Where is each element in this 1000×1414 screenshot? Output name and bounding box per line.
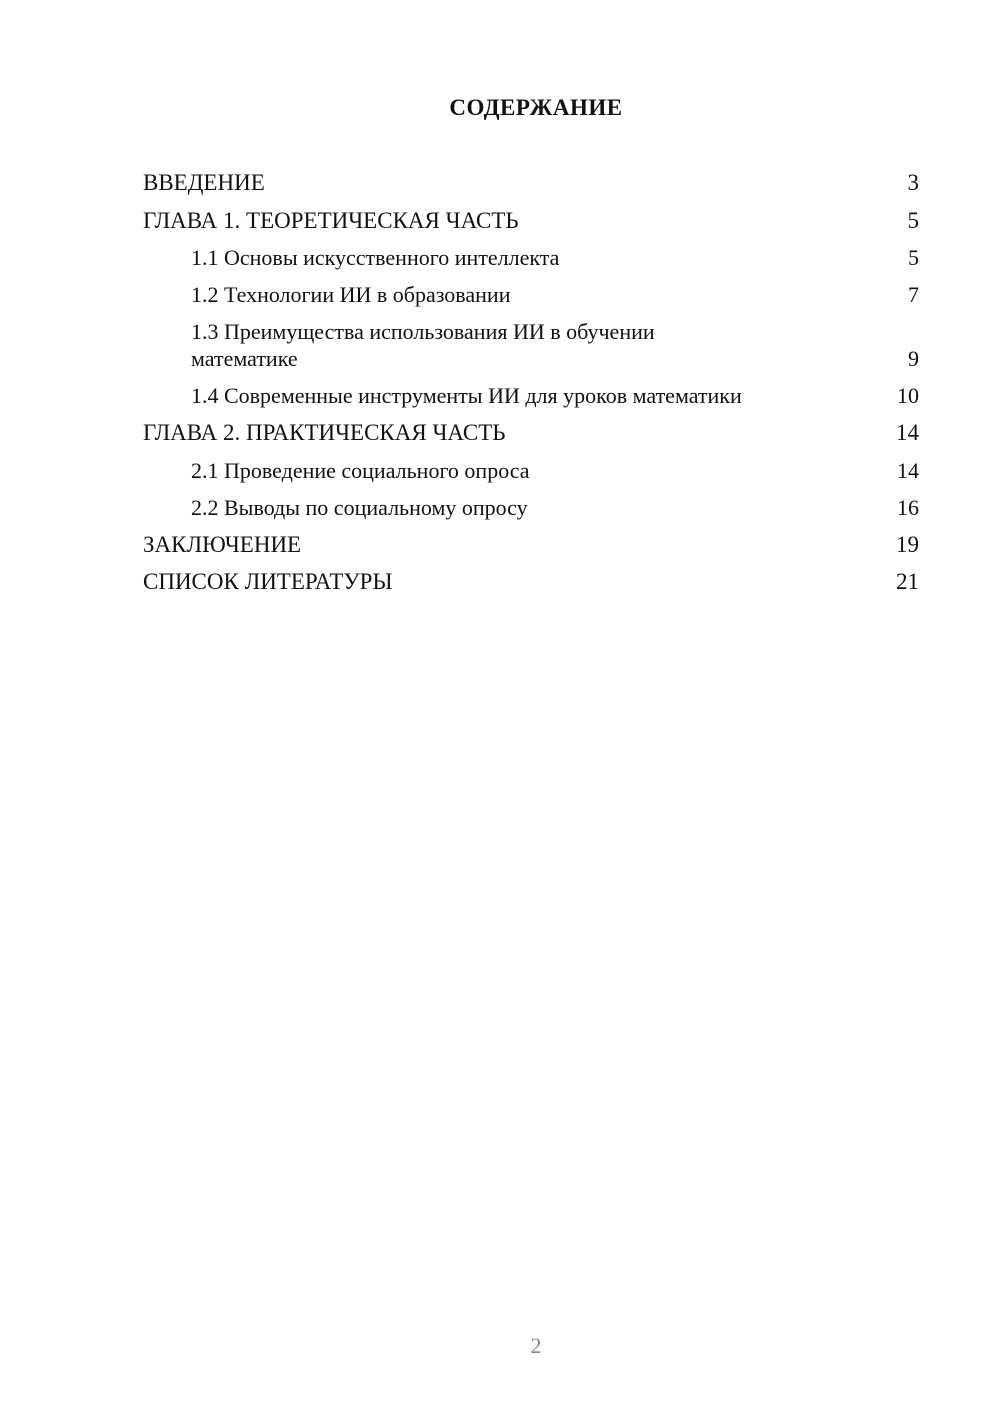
toc-entry-page: 14 <box>896 420 919 445</box>
toc-entry-label: СПИСОК ЛИТЕРАТУРЫ <box>143 569 393 594</box>
toc-entry-page: 10 <box>897 383 919 408</box>
toc-entry-label: 2.2 Выводы по социальному опросу <box>191 494 528 520</box>
toc-entry-label: ГЛАВА 2. ПРАКТИЧЕСКАЯ ЧАСТЬ <box>143 420 506 445</box>
toc-entry-section-1-4 <box>143 382 919 419</box>
toc-entry-label: ГЛАВА 1. ТЕОРЕТИЧЕСКАЯ ЧАСТЬ <box>143 207 519 233</box>
toc-entry-references <box>143 568 919 606</box>
toc-entry-page: 7 <box>908 282 919 307</box>
toc-entry-label: ВВЕДЕНИЕ <box>143 170 265 195</box>
toc-entry-page: 21 <box>896 569 919 594</box>
toc-entry-chapter-2 <box>143 419 919 457</box>
toc-entry-label: ЗАКЛЮЧЕНИЕ <box>143 531 302 557</box>
toc-entry-conclusion <box>143 531 919 569</box>
toc-entry-page: 9 <box>908 346 919 371</box>
toc-entry-label: 1.3 Преимущества использования ИИ в обучении математике <box>191 319 655 371</box>
toc-entry-page: 3 <box>907 170 919 195</box>
toc-title: СОДЕРЖАНИЕ <box>449 95 623 120</box>
toc-entry-section-1-3 <box>143 318 919 382</box>
toc-entry-page: 19 <box>896 531 919 557</box>
toc-entry-label: 1.4 Современные инструменты ИИ для уроков математики <box>191 383 742 408</box>
toc-entry-section-2-2 <box>143 494 919 531</box>
toc-entry-page: 16 <box>897 494 919 520</box>
toc-entry-page: 14 <box>897 457 919 483</box>
toc-entry-label: 1.1 Основы искусственного интеллекта <box>191 245 560 270</box>
toc-entry-label: 2.1 Проведение социального опроса <box>191 457 530 483</box>
page-number: 2 <box>530 1333 542 1358</box>
toc-entry-page: 5 <box>908 245 919 270</box>
toc-entry-section-1-2 <box>143 281 919 318</box>
toc-entry-page: 5 <box>907 207 919 233</box>
toc-entry-chapter-1 <box>143 207 919 245</box>
toc-entry-label: 1.2 Технологии ИИ в образовании <box>191 282 511 307</box>
toc-entry-introduction <box>143 169 919 207</box>
toc-entry-section-1-1 <box>143 244 919 281</box>
table-of-contents <box>143 169 919 606</box>
toc-entry-section-2-1 <box>143 457 919 494</box>
